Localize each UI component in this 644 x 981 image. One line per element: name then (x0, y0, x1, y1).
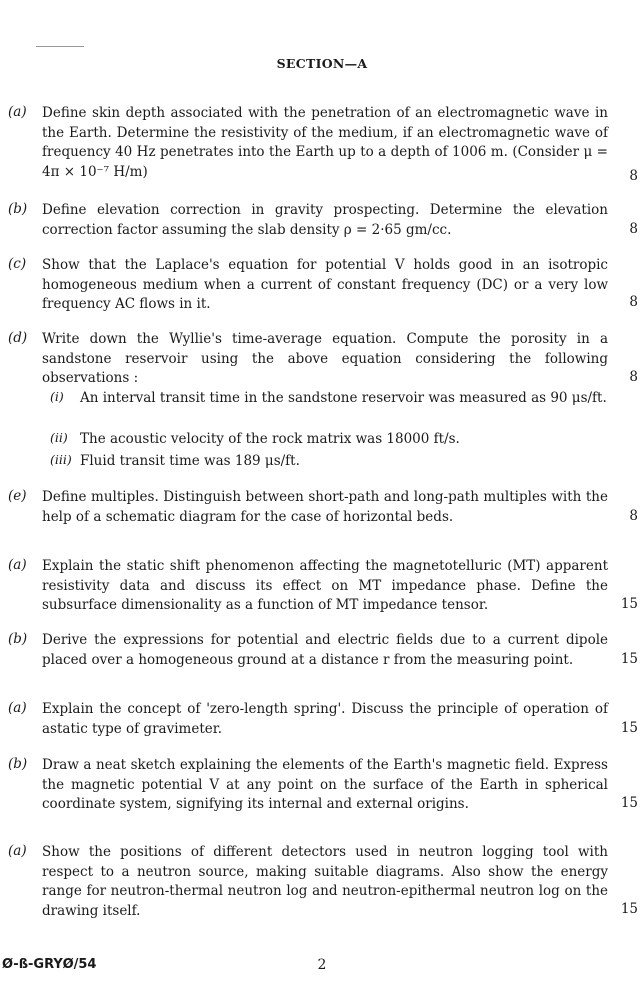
question-label: (a) (8, 843, 27, 859)
page-number: 2 (317, 957, 327, 973)
sub-question-label: (iii) (50, 452, 72, 467)
question-text: Define multiples. Distinguish between short-path and long-path multiples with the help of a schematic diagram for the case of horizontal beds. (42, 489, 608, 525)
question-marks: 8 (629, 508, 638, 524)
section-title: SECTION—A (276, 56, 368, 71)
question-marks: 15 (620, 596, 638, 612)
sub-question-text: Fluid transit time was 189 μs/ft. (80, 453, 300, 469)
question-label: (e) (8, 488, 27, 504)
top-rule (36, 46, 84, 47)
question-marks: 15 (620, 651, 638, 667)
sub-question-label: (i) (50, 389, 64, 404)
question-label: (b) (8, 631, 28, 647)
sub-question-text: An interval transit time in the sandstone reservoir was measured as 90 μs/ft. (80, 390, 607, 406)
question-label: (a) (8, 104, 27, 120)
question-text: Show that the Laplace's equation for potential V holds good in an isotropic homogeneous medium when a current of constant frequency (DC) or a very low frequency AC flows in it. (42, 257, 608, 312)
question-text: Define elevation correction in gravity prospecting. Determine the elevation correction factor assuming the slab density ρ = 2·65 gm/cc. (42, 202, 608, 238)
question-marks: 8 (629, 294, 638, 310)
question-label: (a) (8, 700, 27, 716)
question-label: (d) (8, 330, 28, 346)
sub-question-text: The acoustic velocity of the rock matrix was 18000 ft/s. (80, 431, 460, 447)
question-marks: 8 (629, 369, 638, 385)
question-label: (b) (8, 756, 28, 772)
question-text: Derive the expressions for potential and electric fields due to a current dipole placed over a homogeneous ground at a distance r from the measuring point. (42, 632, 608, 668)
sub-question-label: (ii) (50, 430, 68, 445)
question-marks: 8 (629, 168, 638, 184)
question-text: Explain the concept of 'zero-length spring'. Discuss the principle of operation of astatic type of gravimeter. (42, 701, 608, 737)
question-label: (b) (8, 201, 28, 217)
question-marks: 15 (620, 795, 638, 811)
question-marks: 15 (620, 720, 638, 736)
question-text: Write down the Wyllie's time-average equation. Compute the porosity in a sandstone reservoir using the above equation considering the following observations : (42, 331, 608, 386)
question-text: Explain the static shift phenomenon affecting the magnetotelluric (MT) apparent resistivity data and discuss its effect on MT impedance phase. Define the subsurface dimensionality as a function of MT impedance tensor. (42, 558, 608, 613)
question-text: Define skin depth associated with the penetration of an electromagnetic wave in the Earth. Determine the resistivity of the medium, if an electromagnetic wave of frequency 40 Hz penetrates into the Earth up to a depth of 1006 m. (Consider μ = 4π × 10⁻⁷ H/m) (42, 105, 608, 180)
paper-code: Ø-ß-GRYØ/54 (2, 957, 97, 972)
question-text: Show the positions of different detectors used in neutron logging tool with respect to a neutron source, making suitable diagrams. Also show the energy range for neutron-thermal neutron log and neutron-epithermal neutron log on the drawing itself. (42, 844, 608, 919)
question-label: (c) (8, 256, 27, 272)
question-marks: 8 (629, 221, 638, 237)
question-text: Draw a neat sketch explaining the elements of the Earth's magnetic field. Express the magnetic potential V at any point on the surface of the Earth in spherical coordinate system, signifying its internal and external origins. (42, 757, 608, 812)
question-label: (a) (8, 557, 27, 573)
question-marks: 15 (620, 901, 638, 917)
